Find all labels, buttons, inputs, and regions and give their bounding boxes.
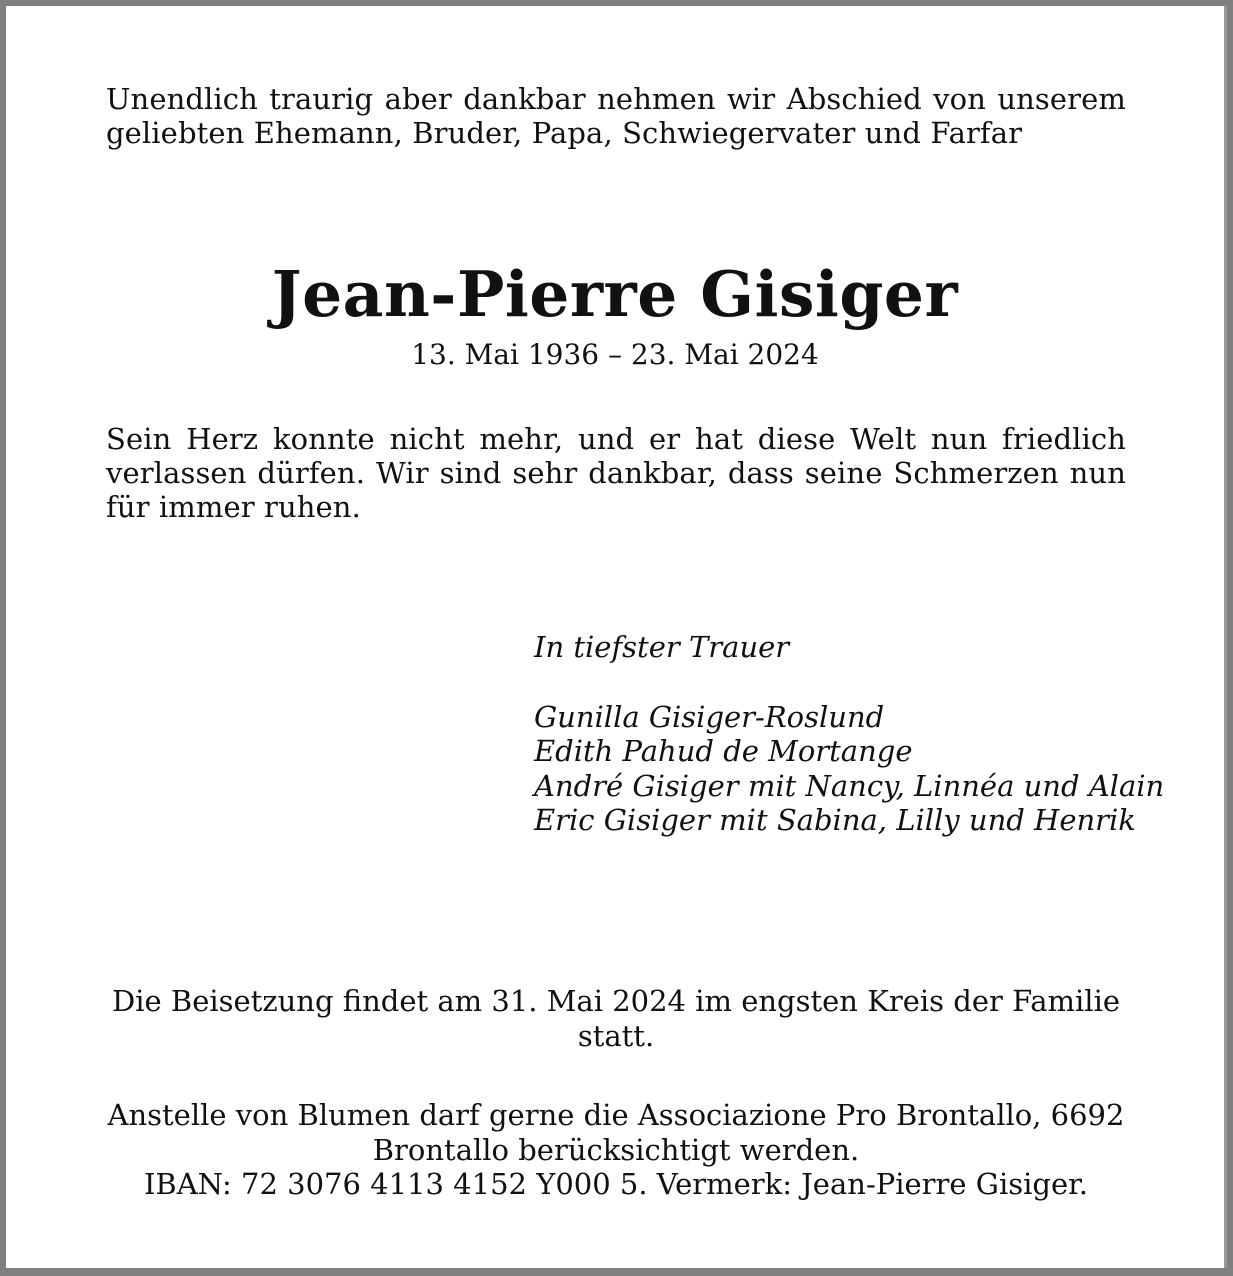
donation-notice [101,1098,1131,1202]
mourner-name: Eric Gisiger mit Sabina, Lilly und Henrik [534,803,1136,837]
iban-line: IBAN: 72 3076 4113 4152 Y000 5. Vermerk: Jean-Pierre Gisiger. [143,1167,1089,1201]
life-dates: 13. Mai 1936 – 23. Mai 2024 [411,338,819,371]
mourner-name: Gunilla Gisiger-Roslund [534,699,885,734]
funeral-notice: Die Beisetzung findet am 31. Mai 2024 im engsten Kreis der Familie statt. [111,984,1121,1053]
mourners-block [534,630,1214,838]
mourner-name: Edith Pahud de Mortange [534,734,913,768]
obituary-card [6,6,1227,1268]
deceased-name: Jean-Pierre Gisiger [271,257,959,331]
intro-text: Unendlich traurig aber dankbar nehmen wir Abschied von unserem geliebten Ehemann, Bruder, Papa, Schwiegervater und Farfar [106,82,1126,150]
donation-text: Anstelle von Blumen darf gerne die Associazione Pro Brontallo, 6692 Brontallo berücksichtigt werden. [107,1098,1125,1167]
mourner-name: André Gisiger mit Nancy, Linnéa und Alain [534,768,1165,803]
farewell-message: Sein Herz konnte nicht mehr, und er hat diese Welt nun friedlich verlassen dürfen. Wir sind sehr dankbar, dass seine Schmerzen nun für immer ruhen. [106,422,1126,524]
mourners-heading: In tiefster Trauer [534,630,790,664]
